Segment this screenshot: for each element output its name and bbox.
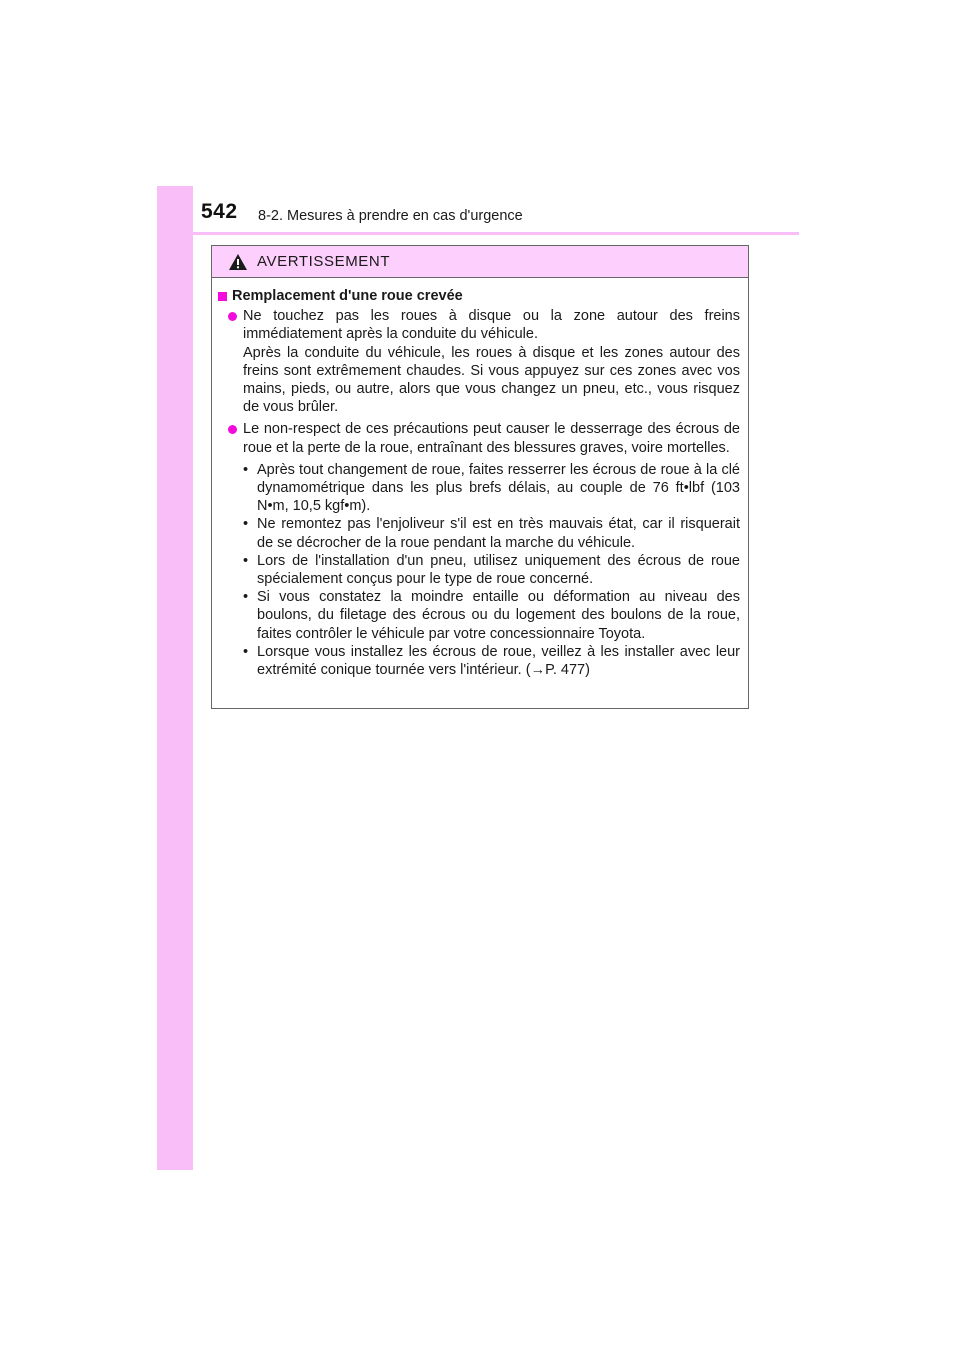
subheading-text: Remplacement d'une roue crevée [232,288,463,304]
dot-mark: • [243,552,249,569]
list-item-text: Si vous constatez la moindre entaille ou déformation au niveau des boulons, du filetage des écrous ou du logement des boulons de la roue, faites contrôler le véhicule par votre concessionnaire Toyota. [257,589,740,642]
side-tab-band [157,186,193,1170]
dot-mark: • [243,589,249,606]
dot-mark: • [243,643,249,660]
warning-title: AVERTISSEMENT [257,253,391,270]
list-item-text: Ne remontez pas l'enjoliveur s'il est en très mauvais état, car il risquerait de se décrocher de la roue pendant la marche du véhicule. [257,516,740,551]
section-title: 8-2. Mesures à prendre en cas d'urgence [258,208,523,224]
bullet-text [243,420,740,679]
list-item [243,461,740,516]
subheading [218,287,740,305]
bullet-paragraph: Après la conduite du véhicule, les roues à disque et les zones autour des freins sont extrêmement chaudes. Si vous appuyez sur ces zones avec vos mains, pieds, ou autre, alors que vous changez un pneu, etc., vous risquez de vous brûler. [243,344,740,416]
bullet-text [243,307,740,416]
list-item-text: Lors de l'installation d'un pneu, utilisez uniquement des écrous de roue spécialement conçus pour le type de roue concerné. [257,552,740,588]
square-bullet-icon [218,292,227,301]
bullet-paragraph: Ne touchez pas les roues à disque ou la zone autour des freins immédiatement après la conduite du véhicule. [243,308,740,343]
list-item-text: Après tout changement de roue, faites resserrer les écrous de roue à la clé dynamométrique dans les plus brefs délais, au couple de 76 ft•lbf (103 N•m, 10,5 kgf•m). [257,461,740,515]
circle-bullet-icon [228,312,237,321]
list-item [243,552,740,588]
sub-item-list [243,461,740,679]
warning-header [212,246,748,278]
header-rule [157,232,799,235]
list-item [243,643,740,679]
circle-bullet-icon [228,425,237,434]
list-item [243,588,740,643]
dot-mark: • [243,516,249,533]
warning-box [211,245,749,709]
list-item-text: Lorsque vous installez les écrous de roue, veillez à les installer avec leur extrémité conique tournée vers l'intérieur. (→P. 477) [257,643,740,679]
page-number: 542 [201,200,238,223]
bullet-paragraph: Le non-respect de ces précautions peut causer le desserrage des écrous de roue et la perte de la roue, entraînant des blessures graves, voire mortelles. [243,421,740,456]
warning-body [212,278,748,679]
bullet-item [228,307,740,416]
warning-triangle-icon [228,253,248,271]
bullet-item [228,420,740,679]
list-item [243,515,740,551]
dot-mark: • [243,461,249,478]
